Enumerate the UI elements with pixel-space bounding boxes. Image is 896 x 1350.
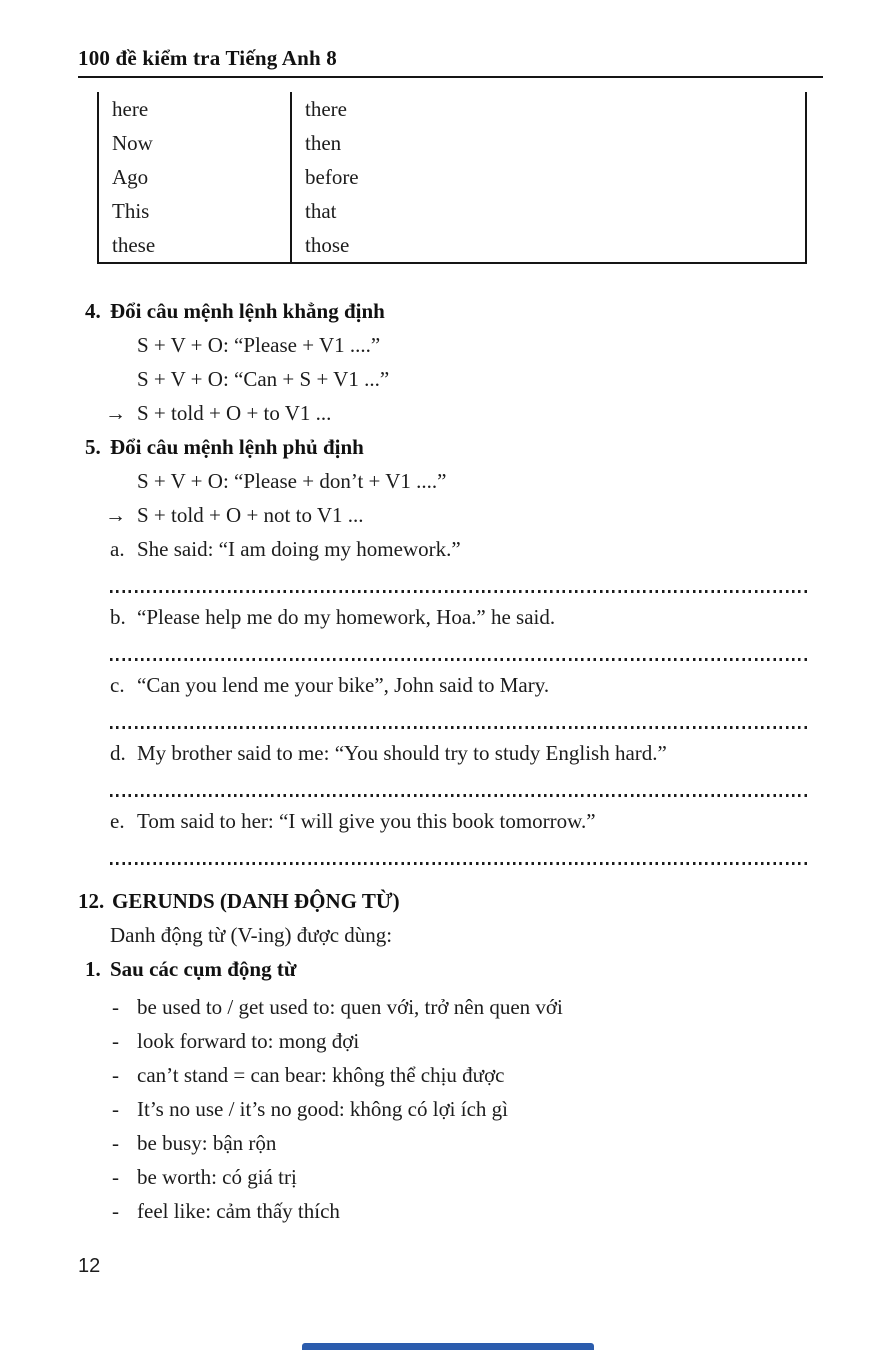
table-cell: Now	[98, 126, 291, 160]
table-row	[98, 194, 806, 228]
table-cell: This	[98, 194, 291, 228]
result-formula-line	[78, 498, 823, 532]
list-dash: -	[112, 1199, 119, 1223]
answer-line	[78, 770, 823, 804]
exercise-text: “Can you lend me your bike”, John said to Mary.	[137, 673, 550, 697]
table-cell: then	[291, 126, 806, 160]
formula-text: S + told + O + not to V1 ...	[137, 503, 364, 527]
exercise-text: She said: “I am doing my homework.”	[137, 537, 461, 561]
exercise-letter: d.	[110, 741, 126, 765]
exercise-item	[78, 736, 823, 770]
list-dash: -	[112, 995, 119, 1019]
arrow-right-icon: →	[105, 401, 126, 425]
exercise-letter: c.	[110, 673, 125, 697]
list-text: can’t stand = can bear: không thể chịu được	[137, 1063, 505, 1087]
body-text: Danh động từ (V-ing) được dùng:	[110, 923, 393, 947]
section-heading	[78, 294, 823, 328]
list-text: be worth: có giá trị	[137, 1165, 297, 1189]
table-cell: here	[98, 92, 291, 126]
body-text-line	[78, 918, 823, 952]
table-row	[98, 160, 806, 194]
section-heading	[78, 884, 823, 918]
arrow-right-icon: →	[105, 503, 126, 527]
section-heading	[78, 952, 823, 986]
section-number: 1.	[85, 957, 101, 981]
exercise-text: My brother said to me: “You should try to study English hard.”	[137, 741, 667, 765]
section-title: Sau các cụm động từ	[110, 957, 297, 981]
exercise-item	[78, 668, 823, 702]
section-heading	[78, 430, 823, 464]
formula-text: S + V + O: “Can + S + V1 ...”	[137, 367, 390, 391]
book-title: 100 đề kiểm tra Tiếng Anh 8	[78, 46, 337, 70]
list-item	[78, 1092, 823, 1126]
list-dash: -	[112, 1131, 119, 1155]
exercise-item	[78, 600, 823, 634]
table-row	[98, 228, 806, 263]
list-item	[78, 1126, 823, 1160]
table-row	[98, 126, 806, 160]
page-header	[0, 0, 896, 78]
bottom-progress-bar	[302, 1343, 594, 1350]
page-number: 12	[78, 1255, 101, 1277]
formula-text: S + V + O: “Please + don’t + V1 ....”	[137, 469, 447, 493]
header-rule	[78, 76, 823, 78]
table-cell: those	[291, 228, 806, 263]
dotted-answer-line	[110, 726, 807, 729]
list-item	[78, 1024, 823, 1058]
dotted-answer-line	[110, 794, 807, 797]
formula-line	[78, 464, 823, 498]
section-number: 4.	[85, 299, 101, 323]
list-text: It’s no use / it’s no good: không có lợi ích gì	[137, 1097, 509, 1121]
table-cell: these	[98, 228, 291, 263]
answer-line	[78, 838, 823, 872]
exercise-text: “Please help me do my homework, Hoa.” he said.	[137, 605, 556, 629]
dotted-answer-line	[110, 862, 807, 865]
table-cell: before	[291, 160, 806, 194]
exercise-text: Tom said to her: “I will give you this book tomorrow.”	[137, 809, 596, 833]
table-cell: Ago	[98, 160, 291, 194]
exercise-item	[78, 532, 823, 566]
list-text: look forward to: mong đợi	[137, 1029, 360, 1053]
formula-line	[78, 328, 823, 362]
section-title: GERUNDS (DANH ĐỘNG TỪ)	[112, 889, 400, 913]
table-cell: that	[291, 194, 806, 228]
result-formula-line	[78, 396, 823, 430]
list-item	[78, 1160, 823, 1194]
section-title: Đổi câu mệnh lệnh phủ định	[110, 435, 364, 459]
section-number: 12.	[78, 889, 105, 913]
exercise-letter: b.	[110, 605, 126, 629]
table-row	[98, 92, 806, 126]
formula-text: S + told + O + to V1 ...	[137, 401, 332, 425]
list-text: be busy: bận rộn	[137, 1131, 277, 1155]
list-text: be used to / get used to: quen với, trở nên quen với	[137, 995, 563, 1019]
vocabulary-table	[97, 92, 807, 264]
exercise-letter: e.	[110, 809, 125, 833]
exercise-item	[78, 804, 823, 838]
list-dash: -	[112, 1029, 119, 1053]
section-number: 5.	[85, 435, 101, 459]
page-content	[78, 294, 823, 1228]
list-dash: -	[112, 1097, 119, 1121]
list-text: feel like: cảm thấy thích	[137, 1199, 340, 1223]
list-item	[78, 1194, 823, 1228]
list-dash: -	[112, 1165, 119, 1189]
formula-line	[78, 362, 823, 396]
table-cell: there	[291, 92, 806, 126]
section-title: Đổi câu mệnh lệnh khẳng định	[110, 299, 385, 323]
list-item	[78, 990, 823, 1024]
exercise-letter: a.	[110, 537, 125, 561]
dotted-answer-line	[110, 658, 807, 661]
answer-line	[78, 702, 823, 736]
list-dash: -	[112, 1063, 119, 1087]
dotted-answer-line	[110, 590, 807, 593]
vocabulary-table-body	[98, 92, 806, 263]
answer-line	[78, 566, 823, 600]
list-item	[78, 1058, 823, 1092]
answer-line	[78, 634, 823, 668]
formula-text: S + V + O: “Please + V1 ....”	[137, 333, 381, 357]
